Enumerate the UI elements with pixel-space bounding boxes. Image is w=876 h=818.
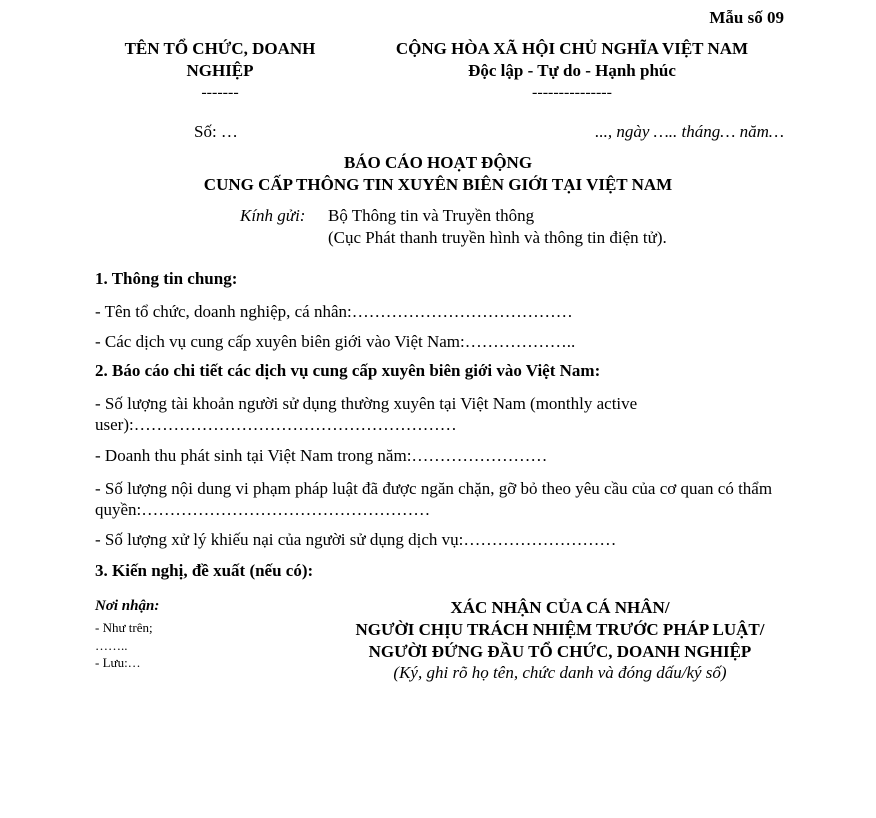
document-number: Số: … xyxy=(194,122,238,141)
section-1-heading: 1. Thông tin chung: xyxy=(95,269,238,288)
recipients-heading: Nơi nhận: xyxy=(95,598,160,614)
signature-note: (Ký, ghi rõ họ tên, chức danh và đóng dấu/ký số) xyxy=(393,663,727,682)
section-1-item-services: - Các dịch vụ cung cấp xuyên biên giới vào Việt Nam:……………….. xyxy=(95,332,576,351)
form-number: Mẫu số 09 xyxy=(709,8,784,27)
signature-title-line-3: NGƯỜI ĐỨNG ĐẦU TỔ CHỨC, DOANH NGHIỆP xyxy=(368,642,752,661)
country-name: CỘNG HÒA XÃ HỘI CHỦ NGHĨA VIỆT NAM xyxy=(395,39,749,58)
organization-separator: ------- xyxy=(201,84,239,101)
recipients-item-ellipsis: …….. xyxy=(95,638,128,653)
national-motto: Độc lập - Tự do - Hạnh phúc xyxy=(468,61,676,80)
recipient-ministry: Bộ Thông tin và Truyền thông xyxy=(328,206,535,225)
date-line: ..., ngày ….. tháng… năm… xyxy=(595,122,784,141)
section-2-item-complaints: - Số lượng xử lý khiếu nại của người sử dụng dịch vụ:……………………… xyxy=(95,530,617,549)
section-2-item-violations: - Số lượng nội dung vi phạm pháp luật đã được ngăn chặn, gỡ bỏ theo yêu cầu của cơ quan có thẩm quyền:…………………………………………… xyxy=(95,479,773,519)
motto-separator: --------------- xyxy=(532,84,612,101)
organization-name: TÊN TỔ CHỨC, DOANH NGHIỆP xyxy=(124,39,316,80)
national-title xyxy=(372,38,772,82)
section-3-heading: 3. Kiến nghị, đề xuất (nếu có): xyxy=(95,561,314,580)
recipient-department: (Cục Phát thanh truyền hình và thông tin điện tử). xyxy=(328,228,667,247)
section-1-item-org-name: - Tên tổ chức, doanh nghiệp, cá nhân:………………………………… xyxy=(95,302,573,321)
section-2-item-active-users: - Số lượng tài khoản người sử dụng thường xuyên tại Việt Nam (monthly active user):………………………………………………… xyxy=(95,394,638,434)
report-title: BÁO CÁO HOẠT ĐỘNG xyxy=(343,153,533,172)
recipients-item-archive: - Lưu:… xyxy=(95,655,141,670)
section-2-item-revenue: - Doanh thu phát sinh tại Việt Nam trong năm:…………………… xyxy=(95,446,548,465)
signature-title-line-1: XÁC NHẬN CỦA CÁ NHÂN/ xyxy=(450,598,670,617)
recipient-label: Kính gửi: xyxy=(240,206,306,225)
section-2-heading: 2. Báo cáo chi tiết các dịch vụ cung cấp xuyên biên giới vào Việt Nam: xyxy=(95,361,601,380)
recipients-item-as-above: - Như trên; xyxy=(95,620,153,635)
signature-title-line-2: NGƯỜI CHỊU TRÁCH NHIỆM TRƯỚC PHÁP LUẬT/ xyxy=(355,620,765,639)
report-subtitle: CUNG CẤP THÔNG TIN XUYÊN BIÊN GIỚI TẠI VIỆT NAM xyxy=(203,175,673,194)
